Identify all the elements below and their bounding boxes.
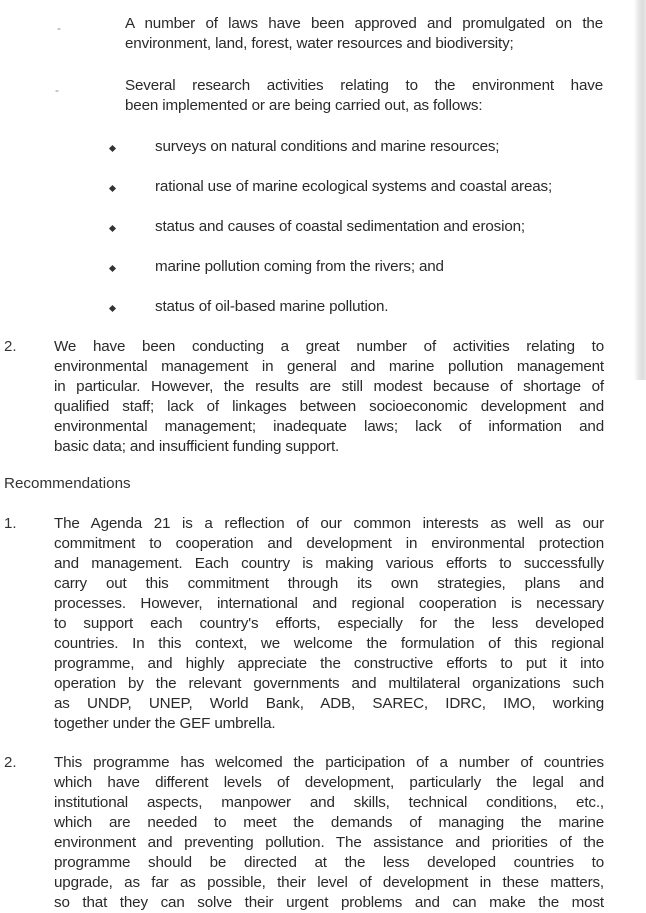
recommendation-2-line-6: programme should be directed at the less developed countries to — [54, 854, 604, 871]
diamond-bullet-icon — [109, 225, 116, 232]
recommendation-1-line-4: carry out this commitment through its own strategies, plans and — [54, 575, 604, 592]
recommendation-2-line-1: This programme has welcomed the participation of a number of countries — [54, 754, 604, 771]
paragraph-2-line-4: qualified staff; lack of linkages between socioeconomic development and — [54, 398, 604, 415]
recommendation-1-line-10: as UNDP, UNEP, World Bank, ADB, SAREC, IDRC, IMO, working — [54, 695, 604, 712]
recommendation-number: 2. — [4, 754, 17, 771]
recommendation-1-line-7: countries. In this context, we welcome the formulation of this regional — [54, 635, 604, 652]
recommendation-1-line-8: programme, and highly appreciate the constructive efforts to put it into — [54, 655, 604, 672]
recommendations-heading: Recommendations — [4, 475, 131, 492]
research-bullet-2: rational use of marine ecological systems and coastal areas; — [155, 178, 553, 195]
recommendation-2-line-8: so that they can solve their urgent problems and can make the most — [54, 894, 604, 911]
recommendation-1-line-6: to support each country's efforts, especially for the less developed — [54, 615, 604, 632]
recommendation-2-line-5: environment and preventing pollution. The assistance and priorities of the — [54, 834, 604, 851]
diamond-bullet-icon — [109, 265, 116, 272]
recommendation-number: 1. — [4, 515, 17, 532]
recommendation-1-line-5: processes. However, international and regional cooperation is necessary — [54, 595, 604, 612]
recommendation-2-line-2: which have different levels of development, particularly the legal and — [54, 774, 604, 791]
diamond-bullet-icon — [109, 145, 116, 152]
recommendation-2-line-4: which are needed to meet the demands of managing the marine — [54, 814, 604, 831]
intro-item-2-line-1: Several research activities relating to the environment have — [125, 77, 603, 94]
intro-item-1-line-2: environment, land, forest, water resources and biodiversity; — [125, 35, 514, 52]
recommendation-1-line-2: commitment to cooperation and development in environmental protection — [54, 535, 604, 552]
diamond-bullet-icon — [109, 185, 116, 192]
paragraph-2-line-6: basic data; and insufficient funding support. — [54, 438, 340, 455]
recommendation-2-line-3: institutional aspects, manpower and skills, technical conditions, etc., — [54, 794, 604, 811]
recommendation-1-line-9: operation by the relevant governments and multilateral organizations such — [54, 675, 604, 692]
paragraph-2-line-2: environmental management in general and marine pollution management — [54, 358, 604, 375]
intro-item-1-line-1: A number of laws have been approved and promulgated on the — [125, 15, 603, 32]
intro-item-2-line-2: been implemented or are being carried out, as follows: — [125, 97, 483, 114]
research-bullet-5: status of oil-based marine pollution. — [155, 298, 389, 315]
research-bullet-1: surveys on natural conditions and marine resources; — [155, 138, 500, 155]
research-bullet-3: status and causes of coastal sedimentation and erosion; — [155, 218, 525, 235]
paragraph-2-line-3: in particular. However, the results are still modest because of shortage of — [54, 378, 604, 395]
recommendation-1-line-1: The Agenda 21 is a reflection of our common interests as well as our — [54, 515, 604, 532]
research-bullet-4: marine pollution coming from the rivers; and — [155, 258, 444, 275]
paragraph-2-line-1: We have been conducting a great number of activities relating to — [54, 338, 604, 355]
diamond-bullet-icon — [109, 305, 116, 312]
recommendation-2-line-7: upgrade, as far as possible, their level of development in these matters, — [54, 874, 604, 891]
dash-marker: - — [55, 83, 59, 97]
paragraph-number: 2. — [4, 338, 17, 355]
recommendation-1-line-11: together under the GEF umbrella. — [54, 715, 276, 732]
paragraph-2-line-5: environmental management; inadequate laws; lack of information and — [54, 418, 604, 435]
dash-marker: - — [57, 21, 61, 35]
recommendation-1-line-3: and management. Each country is making various efforts to successfully — [54, 555, 604, 572]
scan-edge-shadow — [634, 0, 646, 380]
